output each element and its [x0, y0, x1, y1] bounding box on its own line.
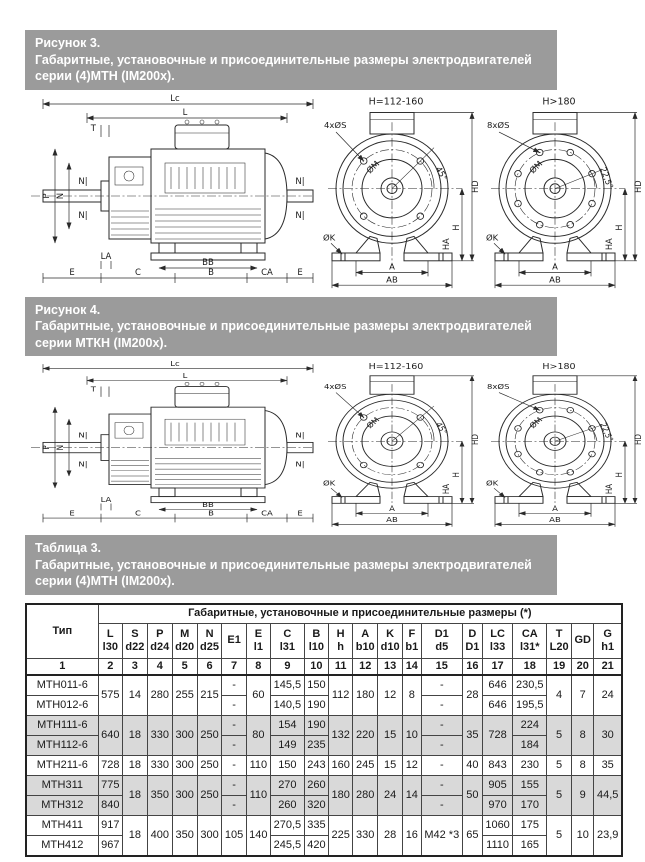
dim-label-a: A: [552, 504, 558, 513]
table-cell: -: [222, 715, 246, 735]
dim-label-hd: HD: [470, 434, 480, 445]
table-cell: 1060: [482, 815, 513, 835]
table-cell: 110: [246, 755, 270, 775]
dim-label-hd: HD: [632, 179, 643, 193]
dimension-table: [25, 603, 623, 857]
table-cell: 50: [462, 775, 482, 815]
column-header: B l10: [304, 623, 328, 658]
table-cell: 400: [147, 815, 172, 856]
table-cell: 15: [378, 715, 403, 755]
table-cell: 250: [197, 775, 222, 815]
side-dimensions: [41, 359, 313, 522]
dim-label-e: E: [297, 509, 303, 518]
terminal-box: [175, 125, 229, 149]
dim-label-nj: N|: [295, 430, 305, 440]
table-row: [26, 835, 622, 856]
front-view-title: H>180: [542, 96, 576, 108]
table-cell: 230: [513, 755, 547, 775]
dim-label-n: N: [56, 192, 66, 199]
table-cell: 112: [329, 675, 353, 716]
column-number: 3: [122, 658, 147, 675]
table-cell: 140,5: [270, 695, 304, 715]
dim-label-dk: ØK: [323, 479, 336, 488]
table-cell: 24: [378, 775, 403, 815]
fig4-front-view-large-frame: [485, 359, 643, 531]
dim-label-n: N: [55, 444, 66, 451]
table-cell: 640: [98, 715, 122, 755]
column-header: N d25: [197, 623, 222, 658]
table-cell: 149: [270, 735, 304, 755]
column-number: 15: [421, 658, 462, 675]
table-cell: 5: [547, 715, 572, 755]
table-cell: 150: [304, 675, 328, 696]
column-number: 8: [246, 658, 270, 675]
figure3-heading-line2: Габаритные, установочные и присоединительные размеры электродвигателей: [35, 52, 532, 67]
table-cell: -: [222, 755, 246, 775]
dim-label-p: P: [41, 445, 52, 450]
table3-heading-line1: Таблица 3.: [35, 541, 101, 555]
dim-label-ca: CA: [261, 509, 273, 518]
fig4-side-view-drawing: [25, 359, 317, 531]
table-cell: 165: [513, 835, 547, 856]
table-cell: -: [421, 755, 462, 775]
dim-label-t: T: [90, 385, 96, 394]
table-cell: 12: [378, 675, 403, 716]
column-header-row: [26, 623, 622, 658]
column-number: 14: [403, 658, 422, 675]
dim-label-nj: N|: [295, 210, 305, 221]
table-cell: 10: [403, 715, 422, 755]
figure4-drawings: [25, 359, 645, 531]
table-cell: 420: [304, 835, 328, 856]
column-number: 4: [147, 658, 172, 675]
table-cell: 145,5: [270, 675, 304, 696]
table-cell: 728: [98, 755, 122, 775]
column-header: E l1: [246, 623, 270, 658]
table-cell: 255: [172, 675, 197, 716]
table-cell: 260: [270, 795, 304, 815]
table-cell: 30: [594, 715, 622, 755]
table-cell: 28: [378, 815, 403, 856]
dim-label-ab: AB: [549, 273, 561, 284]
table-cell: 320: [304, 795, 328, 815]
table-cell: 23,9: [594, 815, 622, 856]
table-cell: 335: [304, 815, 328, 835]
column-header: CA l31*: [513, 623, 547, 658]
table-cell: 35: [462, 715, 482, 755]
type-cell: МТН412: [26, 835, 98, 856]
table-cell: 300: [172, 715, 197, 755]
table-cell: 300: [172, 775, 197, 815]
terminal-box: [175, 387, 229, 408]
table-cell: 270: [270, 775, 304, 795]
fig3-front-view-large-frame: [485, 93, 643, 293]
dim-label-h: H: [450, 224, 462, 231]
table-cell: 18: [122, 815, 147, 856]
table-cell: 1110: [482, 835, 513, 856]
table-cell: 8: [572, 755, 594, 775]
dim-label-bb: BB: [202, 500, 214, 509]
front-dimensions: [486, 376, 643, 527]
table-cell: 160: [329, 755, 353, 775]
type-cell: МТН311: [26, 775, 98, 795]
column-number: 21: [594, 658, 622, 675]
table-cell: 190: [304, 695, 328, 715]
table-cell: 646: [482, 675, 513, 696]
table-cell: 154: [270, 715, 304, 735]
table-cell: 18: [122, 715, 147, 755]
table-cell: 646: [482, 695, 513, 715]
dim-label-e: E: [69, 509, 75, 518]
table-cell: 132: [329, 715, 353, 755]
table-cell: 775: [98, 775, 122, 795]
dim-label-ha: HA: [603, 237, 615, 250]
table-cell: 175: [513, 815, 547, 835]
table-cell: 10: [572, 815, 594, 856]
table-cell: 235: [304, 735, 328, 755]
table-cell: 250: [197, 755, 222, 775]
column-number: 9: [270, 658, 304, 675]
dim-label-dm: ØM: [527, 415, 545, 430]
table-cell: 225: [329, 815, 353, 856]
column-number: 7: [222, 658, 246, 675]
fig4-front-view-small-frame: [322, 359, 480, 531]
motor-side-outline: [31, 382, 313, 502]
table-cell: 14: [403, 775, 422, 815]
dim-label-nj: N|: [78, 430, 88, 440]
table-cell: 300: [172, 755, 197, 775]
table-cell: 28: [462, 675, 482, 716]
column-number-row: [26, 658, 622, 675]
column-header: A b10: [353, 623, 378, 658]
table-cell: 905: [482, 775, 513, 795]
bolt-count-label: 4xØS: [324, 382, 347, 392]
table-cell: 12: [403, 755, 422, 775]
dim-label-ha: HA: [604, 483, 615, 495]
column-number: 5: [172, 658, 197, 675]
figure3-drawings: [25, 93, 645, 293]
table-cell: 18: [122, 755, 147, 775]
dim-label-dk: ØK: [486, 231, 499, 242]
table-cell: -: [421, 775, 462, 795]
dim-label-dk: ØK: [323, 231, 336, 242]
type-cell: МТН011-6: [26, 675, 98, 696]
table-cell: 180: [353, 675, 378, 716]
angle-label: 22,5°: [598, 165, 616, 190]
table-cell: 15: [378, 755, 403, 775]
column-header: D D1: [462, 623, 482, 658]
column-number: 12: [353, 658, 378, 675]
table-cell: 728: [482, 715, 513, 755]
table-cell: -: [421, 715, 462, 735]
table-cell: 5: [547, 775, 572, 815]
column-header: GD: [572, 623, 594, 658]
table-cell: 18: [122, 775, 147, 815]
table-cell: 170: [513, 795, 547, 815]
front-dimensions: [486, 112, 643, 288]
table-cell: 260: [304, 775, 328, 795]
dim-label-b: B: [208, 267, 214, 278]
table-cell: 350: [147, 775, 172, 815]
type-column-header: Тип: [26, 604, 98, 659]
side-dimensions: [42, 94, 313, 283]
table-cell: 14: [122, 675, 147, 716]
column-number: 16: [462, 658, 482, 675]
dim-label-dm: ØM: [364, 158, 382, 175]
type-cell: МТН411: [26, 815, 98, 835]
table-cell: 300: [197, 815, 222, 856]
table-cell: 65: [462, 815, 482, 856]
table-cell: 970: [482, 795, 513, 815]
table-cell: 8: [403, 675, 422, 716]
table-span-header: Габаритные, установочные и присоединительные размеры (*): [98, 604, 622, 624]
table-cell: 917: [98, 815, 122, 835]
front-dimensions: [323, 112, 480, 288]
table-cell: 245: [353, 755, 378, 775]
dim-label-ab: AB: [386, 273, 398, 284]
dim-label-a: A: [389, 504, 395, 513]
column-header: T L20: [547, 623, 572, 658]
table-cell: 140: [246, 815, 270, 856]
dim-label-e: E: [69, 267, 75, 278]
table-cell: 16: [403, 815, 422, 856]
angle-label: 45°: [433, 164, 450, 182]
fig3-side-view-drawing: [25, 93, 317, 293]
dim-label-la: LA: [100, 251, 112, 262]
column-number: 17: [482, 658, 513, 675]
bolt-count-label: 8xØS: [487, 119, 510, 130]
bolt-count-label: 4xØS: [324, 119, 347, 130]
column-header: S d22: [122, 623, 147, 658]
dim-label-t: T: [90, 123, 96, 134]
column-number: 11: [329, 658, 353, 675]
dim-label-lc: Lc: [170, 359, 180, 368]
figure3-heading-line3: серии (4)МТН (IM200x).: [35, 69, 175, 83]
dim-label-hd: HD: [633, 434, 643, 445]
bolt-count-label: 8xØS: [487, 382, 510, 392]
table-cell: 195,5: [513, 695, 547, 715]
table-row: [26, 775, 622, 795]
table3-heading-line2: Габаритные, установочные и присоединительные размеры электродвигателей: [35, 557, 532, 572]
table-row: [26, 815, 622, 835]
table-cell: -: [421, 695, 462, 715]
table-cell: -: [222, 795, 246, 815]
dim-label-p: P: [42, 192, 52, 199]
dim-label-l: L: [182, 371, 188, 380]
fig3-front-view-small-frame: [322, 93, 480, 293]
table-cell: 4: [547, 675, 572, 716]
table-cell: -: [222, 695, 246, 715]
column-header: E1: [222, 623, 246, 658]
type-cell: МТН312: [26, 795, 98, 815]
table-cell: 967: [98, 835, 122, 856]
table-row: [26, 715, 622, 735]
table-cell: 60: [246, 675, 270, 716]
dim-label-c: C: [135, 267, 141, 278]
dim-label-dm: ØM: [527, 158, 545, 175]
dim-label-ab: AB: [386, 515, 398, 524]
dim-label-e: E: [297, 267, 303, 278]
table-cell: 190: [304, 715, 328, 735]
column-header: F b1: [403, 623, 422, 658]
table-cell: 270,5: [270, 815, 304, 835]
column-number: 20: [572, 658, 594, 675]
column-number: 1: [26, 658, 98, 675]
dim-label-nj: N|: [78, 460, 88, 469]
dim-label-dm: ØM: [364, 415, 382, 430]
figure4-heading-line3: серии МТКН (IM200x).: [35, 335, 168, 350]
table-cell: 8: [572, 715, 594, 755]
table-row: [26, 675, 622, 696]
column-header: C l31: [270, 623, 304, 658]
table-cell: 150: [270, 755, 304, 775]
table-cell: 105: [222, 815, 246, 856]
column-number: 6: [197, 658, 222, 675]
dim-label-nj: N|: [78, 210, 88, 221]
angle-label: 45°: [433, 420, 450, 436]
dim-label-h: H: [451, 472, 462, 478]
column-header: K d10: [378, 623, 403, 658]
table-cell: 35: [594, 755, 622, 775]
table-cell: 243: [304, 755, 328, 775]
figure4-heading-line2: Габаритные, установочные и присоединительные размеры электродвигателей: [35, 319, 532, 333]
dim-label-la: LA: [100, 495, 112, 504]
column-header: L l30: [98, 623, 122, 658]
figure4-heading-line1: Рисунок 4.: [35, 302, 101, 317]
dim-label-a: A: [389, 261, 395, 272]
dim-label-b: B: [208, 509, 214, 518]
table-cell: 230,5: [513, 675, 547, 696]
front-view-title: H>180: [542, 362, 576, 372]
table-cell: 24: [594, 675, 622, 716]
table3-heading: [25, 535, 557, 595]
table-cell: -: [222, 775, 246, 795]
column-number: 19: [547, 658, 572, 675]
dim-label-dk: ØK: [486, 479, 499, 488]
dim-label-h: H: [613, 224, 625, 231]
table-cell: -: [222, 735, 246, 755]
table-row: [26, 795, 622, 815]
table-cell: 215: [197, 675, 222, 716]
dim-label-ab: AB: [549, 515, 561, 524]
table-cell: -: [222, 675, 246, 696]
dim-label-bb: BB: [202, 257, 214, 268]
type-cell: МТН111-6: [26, 715, 98, 735]
front-dimensions: [323, 376, 480, 527]
table-cell: -: [421, 675, 462, 696]
column-number: 13: [378, 658, 403, 675]
angle-label: 22,5°: [598, 421, 616, 443]
table-cell: 9: [572, 775, 594, 815]
dim-label-c: C: [135, 509, 141, 518]
dim-label-h: H: [614, 472, 625, 478]
table-row: [26, 755, 622, 775]
figure3-heading: [25, 30, 557, 90]
table3-heading-line3: серии (4)МТН (IM200x).: [35, 574, 175, 588]
table-cell: -: [421, 795, 462, 815]
type-cell: МТН112-6: [26, 735, 98, 755]
table-cell: 184: [513, 735, 547, 755]
table-cell: -: [421, 735, 462, 755]
table-cell: 245,5: [270, 835, 304, 856]
table-cell: 840: [98, 795, 122, 815]
front-view-title: H=112-160: [368, 362, 424, 372]
table-cell: 5: [547, 755, 572, 775]
dim-label-ha: HA: [441, 483, 452, 495]
table-cell: М42 *3: [421, 815, 462, 856]
dim-label-lc: Lc: [170, 93, 180, 104]
table-cell: 180: [329, 775, 353, 815]
table-cell: 40: [462, 755, 482, 775]
type-cell: МТН211-6: [26, 755, 98, 775]
dim-label-nj: N|: [295, 176, 305, 187]
table-cell: 44,5: [594, 775, 622, 815]
dim-label-ha: HA: [440, 237, 452, 250]
column-header: D1 d5: [421, 623, 462, 658]
column-header: H h: [329, 623, 353, 658]
table-cell: 220: [353, 715, 378, 755]
dim-label-l: L: [182, 107, 188, 118]
column-header: G h1: [594, 623, 622, 658]
column-header: LC l33: [482, 623, 513, 658]
figure4-heading: [25, 297, 557, 357]
dim-label-hd: HD: [469, 179, 480, 193]
table-cell: 575: [98, 675, 122, 716]
table-cell: 280: [353, 775, 378, 815]
column-header: M d20: [172, 623, 197, 658]
table-cell: 5: [547, 815, 572, 856]
dim-label-a: A: [552, 261, 558, 272]
figure3-heading-line1: Рисунок 3.: [35, 36, 101, 50]
table-cell: 224: [513, 715, 547, 735]
front-view-title: H=112-160: [368, 96, 424, 108]
table-cell: 330: [147, 755, 172, 775]
table-cell: 110: [246, 775, 270, 815]
dim-label-nj: N|: [78, 176, 88, 187]
table-cell: 280: [147, 675, 172, 716]
type-cell: МТН012-6: [26, 695, 98, 715]
dim-label-ca: CA: [261, 267, 273, 278]
table-cell: 7: [572, 675, 594, 716]
table-cell: 250: [197, 715, 222, 755]
table-cell: 843: [482, 755, 513, 775]
dim-label-nj: N|: [295, 460, 305, 469]
column-number: 2: [98, 658, 122, 675]
column-header: P d24: [147, 623, 172, 658]
motor-side-outline: [31, 120, 313, 260]
table-cell: 330: [147, 715, 172, 755]
table-cell: 350: [172, 815, 197, 856]
column-number: 18: [513, 658, 547, 675]
table-cell: 155: [513, 775, 547, 795]
column-number: 10: [304, 658, 328, 675]
table-cell: 330: [353, 815, 378, 856]
table-cell: 80: [246, 715, 270, 755]
